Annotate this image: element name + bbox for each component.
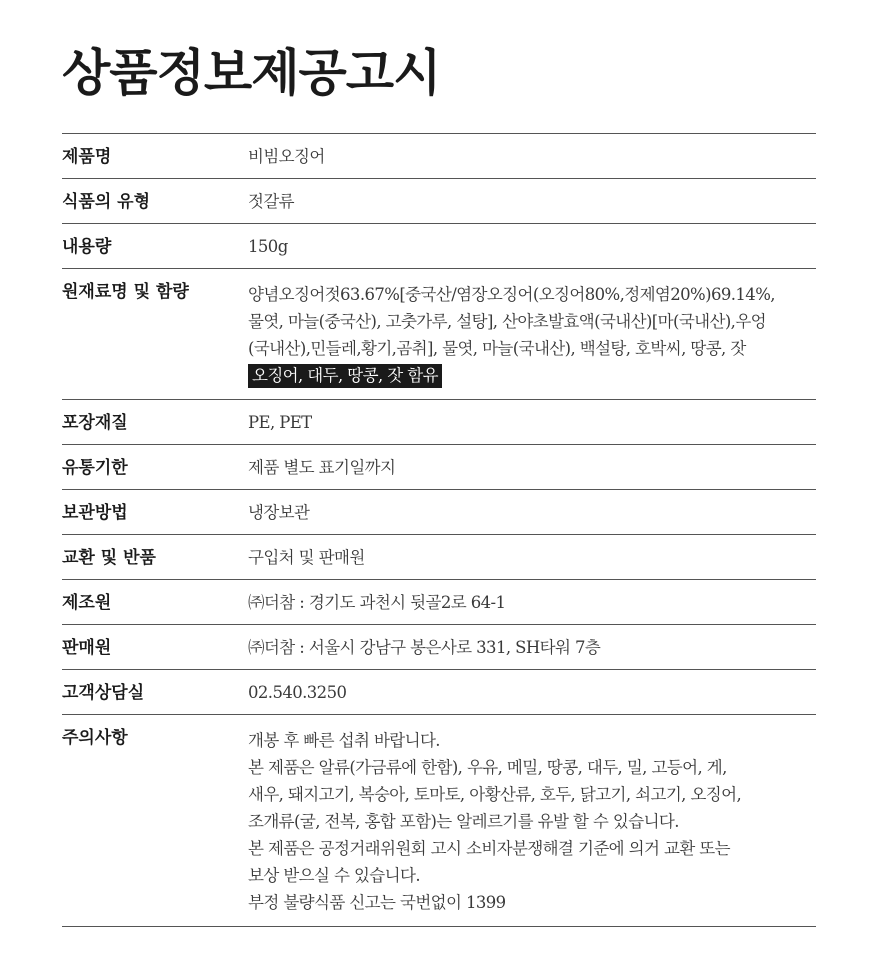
row-value xyxy=(248,179,816,223)
value-line: 조개류(굴, 전복, 홍합 포함)는 알레르기를 유발 할 수 있습니다. xyxy=(248,812,679,831)
row-label: 고객상담실 xyxy=(62,683,145,703)
table-row-precautions xyxy=(62,715,816,927)
table-row-ingredients xyxy=(62,269,816,400)
row-value xyxy=(248,224,816,268)
value-line: 비빔오징어 xyxy=(248,147,325,166)
row-value xyxy=(248,490,816,534)
value-line: 젓갈류 xyxy=(248,192,295,211)
value-line: 냉장보관 xyxy=(248,503,310,522)
table-row-expiry xyxy=(62,445,816,490)
table-row-manufacturer xyxy=(62,580,816,625)
table-row-packaging xyxy=(62,400,816,445)
row-label: 내용량 xyxy=(62,237,112,257)
row-label: 유통기한 xyxy=(62,458,128,478)
row-label: 식품의 유형 xyxy=(62,192,151,212)
row-value xyxy=(248,269,816,399)
row-label: 판매원 xyxy=(62,638,112,658)
row-label: 제조원 xyxy=(62,593,112,613)
row-value xyxy=(248,400,816,444)
allergen-highlight: 오징어, 대두, 땅콩, 잣 함유 xyxy=(248,364,442,388)
page-title: 상품정보제공고시 xyxy=(62,43,441,102)
table-row-net-weight xyxy=(62,224,816,269)
value-line: 양념오징어젓63.67%[중국산/염장오징어(오징어80%,정제염20%)69.14%, xyxy=(248,285,775,304)
value-line: 본 제품은 알류(가금류에 한함), 우유, 메밀, 땅콩, 대두, 밀, 고등어, 게, xyxy=(248,758,727,777)
row-value xyxy=(248,670,816,714)
table-row-customer-service xyxy=(62,670,816,715)
value-line: (국내산),민들레,황기,곰취], 물엿, 마늘(국내산), 백설탕, 호박씨, 땅콩, 잣 xyxy=(248,339,746,358)
row-label: 교환 및 반품 xyxy=(62,548,156,568)
row-value xyxy=(248,445,816,489)
row-value xyxy=(248,134,816,178)
row-label: 보관방법 xyxy=(62,503,128,523)
table-row-storage xyxy=(62,490,816,535)
table-row-seller xyxy=(62,625,816,670)
row-value xyxy=(248,715,816,926)
row-value xyxy=(248,580,816,624)
value-line: 02.540.3250 xyxy=(248,683,347,702)
value-line: 보상 받으실 수 있습니다. xyxy=(248,866,420,885)
row-value xyxy=(248,535,816,579)
value-line: 구입처 및 판매원 xyxy=(248,548,365,567)
value-line: 새우, 돼지고기, 복숭아, 토마토, 아황산류, 호두, 닭고기, 쇠고기, 오징어, xyxy=(248,785,742,804)
product-info-table xyxy=(62,133,816,927)
value-line: 물엿, 마늘(중국산), 고춧가루, 설탕], 산야초발효액(국내산)[마(국내산),우엉 xyxy=(248,312,766,331)
table-row-food-type xyxy=(62,179,816,224)
value-line: PE, PET xyxy=(248,413,312,432)
row-label: 제품명 xyxy=(62,147,112,167)
row-label: 포장재질 xyxy=(62,413,128,433)
allergen-line xyxy=(248,362,816,389)
value-line: ㈜더참 : 경기도 과천시 뒷골2로 64-1 xyxy=(248,593,506,612)
value-line: 본 제품은 공정거래위원회 고시 소비자분쟁해결 기준에 의거 교환 또는 xyxy=(248,839,730,858)
row-value xyxy=(248,625,816,669)
value-line: 150g xyxy=(248,237,288,256)
value-line: ㈜더참 : 서울시 강남구 봉은사로 331, SH타워 7층 xyxy=(248,638,601,657)
value-line: 부정 불량식품 신고는 국번없이 1399 xyxy=(248,893,506,912)
row-label: 원재료명 및 함량 xyxy=(62,282,189,302)
table-row-product-name xyxy=(62,134,816,179)
value-line: 제품 별도 표기일까지 xyxy=(248,458,396,477)
value-line: 개봉 후 빠른 섭취 바랍니다. xyxy=(248,731,440,750)
table-row-exchange-return xyxy=(62,535,816,580)
row-label: 주의사항 xyxy=(62,728,128,748)
